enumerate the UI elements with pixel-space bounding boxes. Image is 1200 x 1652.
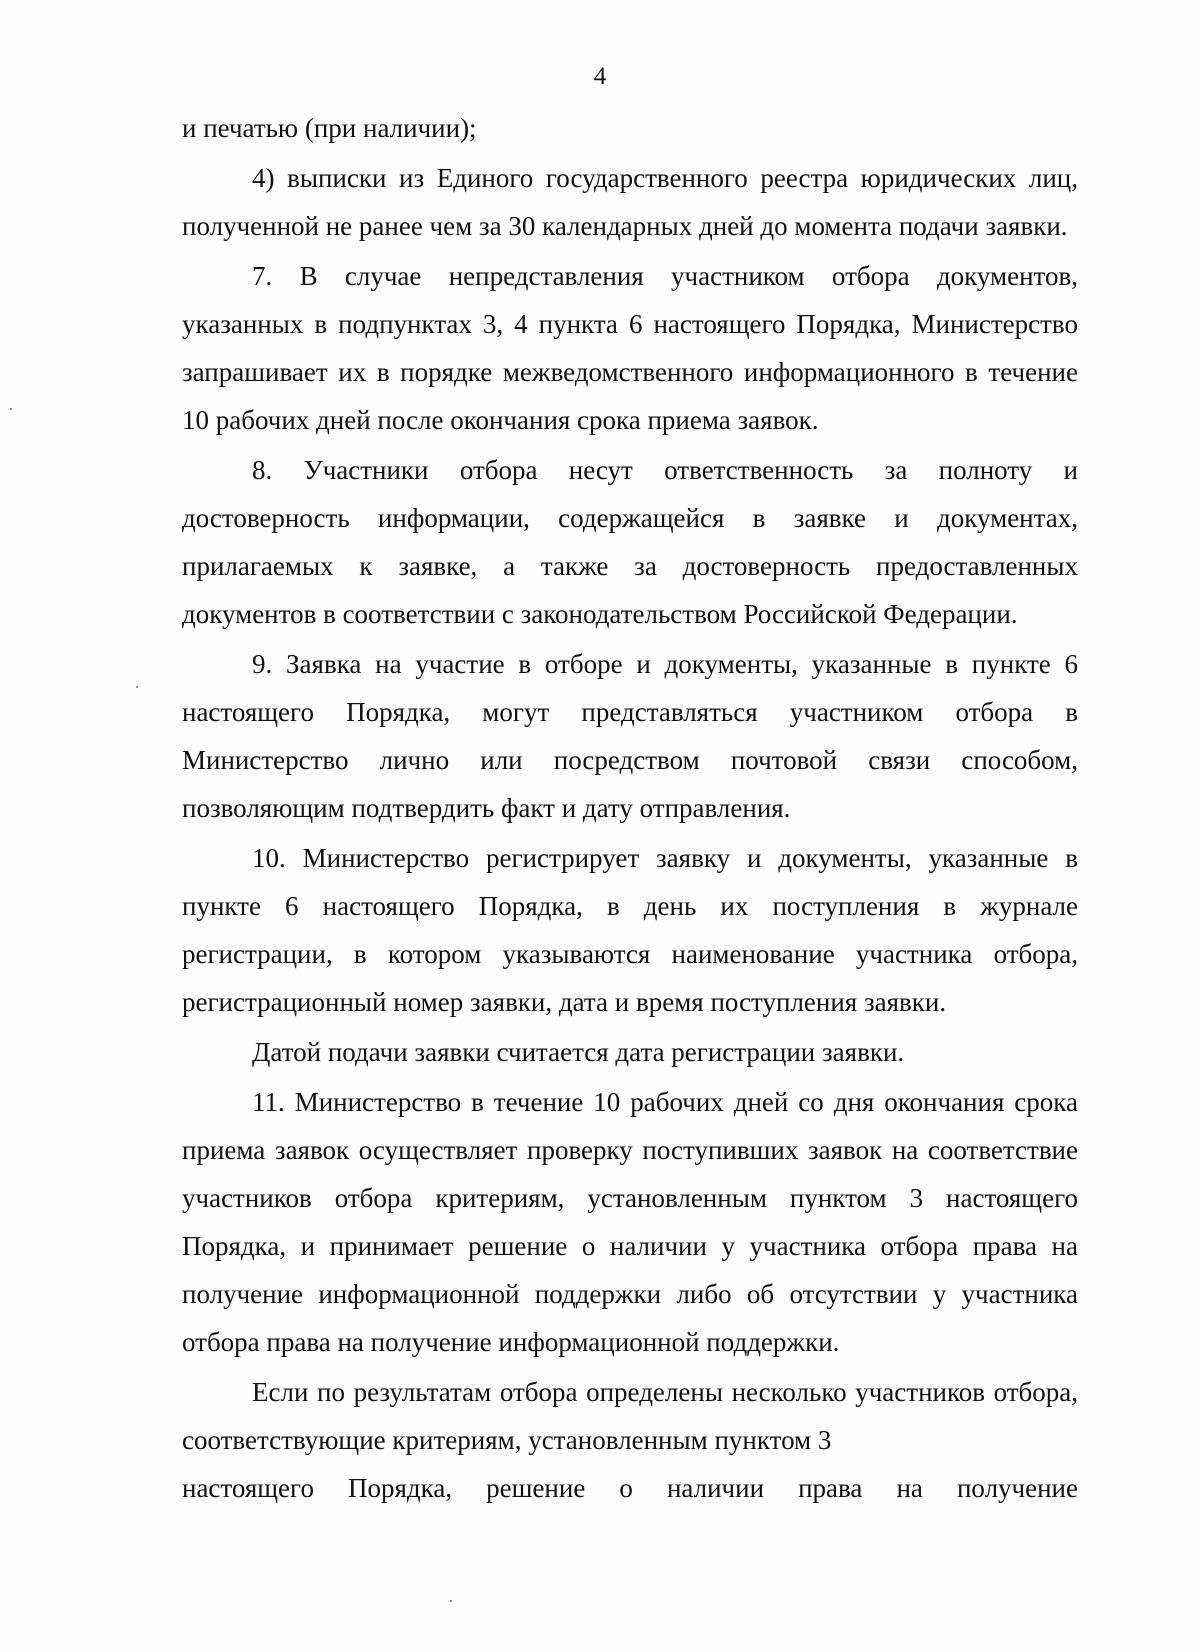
paragraph-submission-date: Датой подачи заявки считается дата регистрации заявки.	[252, 1037, 905, 1067]
paragraph-multiple-participants: Если по результатам отбора определены несколько участников отбора, соответствующие критериям, установленным пунктом 3	[182, 1377, 1078, 1455]
scan-speck	[136, 686, 138, 688]
paragraph-last-line: настоящего Порядка, решение о наличии права на получение	[182, 1473, 1078, 1503]
page-number: 4	[593, 63, 607, 90]
document-body	[182, 104, 1078, 1512]
paragraph-clause-8: 8. Участники отбора несут ответственность за полноту и достоверность информации, содержащейся в заявке и документах, прилагаемых к заявке, а также за достоверность предоставленных документов в соответствии с законодательством Российской Федерации.	[182, 455, 1078, 629]
paragraph-clause-11: 11. Министерство в течение 10 рабочих дней со дня окончания срока приема заявок осуществляет проверку поступивших заявок на соответствие участников отбора критериям, установленным пунктом 3 настоящего Порядка, и принимает решение о наличии у участника отбора права на получение информационной поддержки либо об отсутствии у участника отбора права на получение информационной поддержки.	[182, 1087, 1078, 1357]
paragraph-clause-10: 10. Министерство регистрирует заявку и документы, указанные в пункте 6 настоящего Порядка, в день их поступления в журнале регистрации, в котором указываются наименование участника отбора, регистрационный номер заявки, дата и время поступления заявки.	[182, 843, 1078, 1017]
paragraph-continuation: и печатью (при наличии);	[182, 113, 477, 143]
paragraph-clause-9: 9. Заявка на участие в отборе и документы, указанные в пункте 6 настоящего Порядка, могут представляться участником отбора в Министерство лично или посредством почтовой связи способом, позволяющим подтвердить факт и дату отправления.	[182, 649, 1078, 823]
scan-speck	[10, 408, 12, 410]
scan-speck	[450, 1600, 452, 1602]
paragraph-clause-7: 7. В случае непредставления участником отбора документов, указанных в подпунктах 3, 4 пункта 6 настоящего Порядка, Министерство запрашивает их в порядке межведомственного информационного в течение 10 рабочих дней после окончания срока приема заявок.	[182, 261, 1078, 435]
paragraph-item-4: 4) выписки из Единого государственного реестра юридических лиц, полученной не ранее чем за 30 календарных дней до момента подачи заявки.	[182, 163, 1078, 241]
